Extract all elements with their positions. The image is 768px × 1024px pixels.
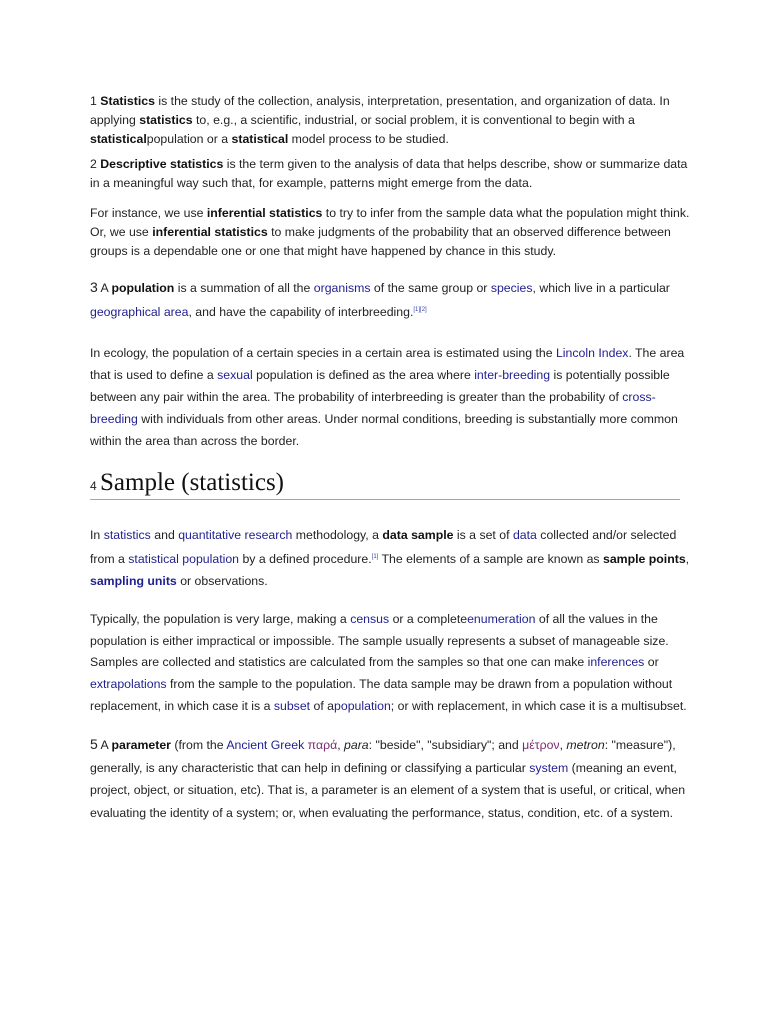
term-inferential-statistics: inferential statistics — [152, 225, 268, 239]
term-sample-points: sample points — [602, 552, 686, 567]
paragraph-population — [90, 276, 690, 323]
term-inferential-statistics: inferential statistics — [206, 206, 323, 220]
heading-title: Sample (statistics) — [100, 469, 285, 497]
text: : "beside", "subsidiary"; and — [368, 738, 523, 753]
link-data[interactable]: data — [512, 528, 537, 543]
text: to, e.g., a scientific, industrial, or social problem, it is conventional to begin with a — [192, 113, 635, 127]
paragraph-statistics — [90, 92, 690, 149]
text: . The area that is used to define a — [90, 346, 685, 383]
paragraph-parameter — [90, 733, 690, 824]
link-species[interactable]: species — [490, 281, 533, 295]
text: (meaning an event, project, object, or situation, etc). That is, a parameter is an element of a system that is useful, or critical, when evaluating the identity of a system; or, when evaluating the performance, status, condition, etc. of a system. — [90, 760, 686, 820]
item-number: 2 — [90, 157, 101, 171]
link-inter-breeding[interactable]: inter-breeding — [474, 368, 551, 383]
text: is a summation of all the — [174, 281, 314, 295]
text: or — [644, 655, 659, 670]
text: , and have the capability of interbreeding. — [188, 305, 414, 320]
text: ; or with replacement, in which case it is a multisubset. — [390, 698, 687, 713]
text: collected and/or selected from a — [90, 528, 677, 567]
link-ancient-greek[interactable]: Ancient Greek — [226, 738, 305, 753]
term-descriptive-statistics: Descriptive statistics — [100, 157, 224, 171]
text: is a set of — [453, 528, 513, 543]
item-number: 3 — [90, 279, 98, 295]
text: to try to infer from the sample data what the population might think. Or, we use — [90, 206, 690, 239]
link-inferences[interactable]: inferences — [587, 655, 645, 670]
text: , — [685, 552, 690, 567]
document-body — [90, 92, 690, 824]
term-data-sample: data sample — [382, 528, 454, 543]
text: In ecology, the population of a certain species in a certain area is estimated using the — [90, 346, 556, 361]
text: or observations. — [176, 574, 268, 589]
italic-para: para — [344, 738, 369, 753]
text: A — [97, 738, 112, 753]
link-organisms[interactable]: organisms — [313, 281, 371, 295]
term-statistics: statistics — [139, 113, 193, 127]
text: , — [559, 738, 567, 753]
link-sexual[interactable]: sexual — [217, 368, 253, 383]
text: of all the values in the population is either impractical or impossible. The sample usually represents a subset of manageable size. Samples are collected and statistics are calculated from the samples so that one can make — [90, 612, 669, 670]
term-parameter: parameter — [111, 738, 171, 753]
link-population[interactable]: population — [334, 698, 391, 713]
paragraph-descriptive-statistics — [90, 155, 690, 193]
text: population or a — [146, 132, 232, 146]
text: with individuals from other areas. Under normal conditions, breeding is substantially more common within the area than across the border. — [90, 412, 678, 449]
link-statistical-population[interactable]: statistical population — [128, 552, 240, 567]
paragraph-ecology — [90, 342, 690, 452]
link-subset[interactable]: subset — [273, 698, 311, 713]
link-system[interactable]: system — [529, 760, 569, 775]
text: : "measure"), generally, is any characteristic that can help in defining or classifying a particular — [90, 738, 676, 775]
paragraph-typically — [90, 609, 690, 717]
text: Typically, the population is very large, making a — [90, 612, 351, 627]
italic-metron: metron — [566, 738, 605, 753]
text: of the same group or — [370, 281, 491, 295]
term-population: population — [111, 281, 175, 295]
text: is the study of the collection, analysis, interpretation, presentation, and organization of data. In applying — [90, 94, 670, 127]
link-lincoln-index[interactable]: Lincoln Index — [555, 346, 629, 361]
text: model process to be studied. — [288, 132, 449, 146]
heading-number: 4 — [90, 479, 101, 494]
link-enumeration[interactable]: enumeration — [467, 612, 536, 627]
text: , — [337, 738, 345, 753]
term-statistics: Statistics — [100, 94, 155, 108]
text: and — [150, 528, 179, 543]
greek-para: παρά — [307, 738, 338, 753]
text: by a defined procedure. — [239, 552, 372, 567]
link-sampling-units[interactable]: sampling units — [90, 574, 177, 589]
item-number: 1 — [90, 94, 101, 108]
text: to make judgments of the probability that an observed difference between groups is a dependable one or one that might have happened by chance in this study. — [90, 225, 671, 258]
text: of a — [310, 698, 335, 713]
text: is potentially possible between any pair within the area. The probability of interbreeding is greater than the probability of — [90, 368, 670, 405]
term-statistical: statistical — [90, 132, 147, 146]
link-cross-breeding[interactable]: cross-breeding — [90, 390, 656, 427]
link-statistics[interactable]: statistics — [103, 528, 151, 543]
link-quantitative-research[interactable]: quantitative research — [178, 528, 293, 543]
text: For instance, we use — [90, 206, 207, 220]
text: is the term given to the analysis of data that helps describe, show or summarize data in a meaningful way such that, for example, patterns might emerge from the data. — [90, 157, 688, 190]
text: (from the — [170, 738, 227, 753]
paragraph-sample — [90, 524, 690, 592]
link-extrapolations[interactable]: extrapolations — [90, 676, 167, 691]
greek-metron: μέτρον — [522, 738, 560, 753]
text: , which live in a particular — [532, 281, 670, 295]
reference-link[interactable]: [1] — [371, 554, 379, 561]
section-heading — [90, 469, 680, 500]
text: In — [90, 528, 104, 543]
text: methodology, a — [292, 528, 383, 543]
paragraph-inferential-statistics — [90, 204, 690, 261]
text: from the sample to the population. The data sample may be drawn from a population without replacement, in which case it is a — [90, 676, 673, 713]
text: or a complete — [389, 612, 468, 627]
item-number: 5 — [90, 736, 98, 753]
text: The elements of a sample are known as — [378, 552, 603, 567]
text: population is defined as the area where — [252, 368, 475, 383]
text: A — [97, 281, 112, 295]
link-geographical-area[interactable]: geographical area — [90, 305, 189, 320]
reference-link[interactable]: [1][2] — [413, 307, 427, 313]
term-statistical: statistical — [231, 132, 289, 146]
link-census[interactable]: census — [350, 612, 390, 627]
